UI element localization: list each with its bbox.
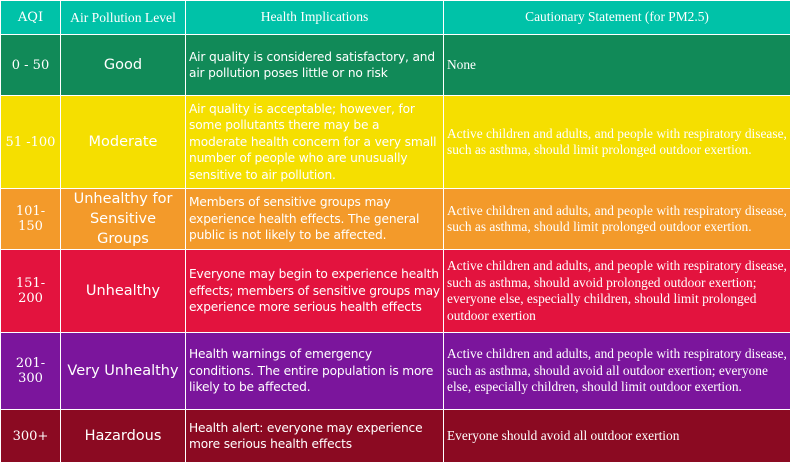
pollution-level: Hazardous xyxy=(61,410,186,463)
header-health: Health Implications xyxy=(186,1,444,35)
health-implication: Everyone may begin to experience health effects; members of sensitive groups may experience more serious health effects xyxy=(186,250,444,333)
cautionary-statement: Everyone should avoid all outdoor exertion xyxy=(444,410,791,463)
cautionary-statement: Active children and adults, and people with respiratory disease, such as asthma, should limit prolonged outdoor exertion. xyxy=(444,96,791,189)
header-caution: Cautionary Statement (for PM2.5) xyxy=(444,1,791,35)
table-row-moderate xyxy=(1,96,791,189)
pollution-level: Moderate xyxy=(61,96,186,189)
aqi-range: 201-300 xyxy=(1,333,61,410)
table-row-unhealthy-sensitive xyxy=(1,189,791,250)
aqi-range: 51 -100 xyxy=(1,96,61,189)
health-implication: Health alert: everyone may experience more serious health effects xyxy=(186,410,444,463)
health-implication: Members of sensitive groups may experience health effects. The general public is not likely to be affected. xyxy=(186,189,444,250)
header-row xyxy=(1,1,791,35)
table-body xyxy=(1,35,791,463)
table-row-very-unhealthy xyxy=(1,333,791,410)
pollution-level: Unhealthy xyxy=(61,250,186,333)
table-row-unhealthy xyxy=(1,250,791,333)
pollution-level: Unhealthy for Sensitive Groups xyxy=(61,189,186,250)
aqi-range: 0 - 50 xyxy=(1,35,61,96)
aqi-range: 300+ xyxy=(1,410,61,463)
cautionary-statement: Active children and adults, and people with respiratory disease, such as asthma, should avoid prolonged outdoor exertion; everyone else, especially children, should limit prolonged outdoor exertion xyxy=(444,250,791,333)
pollution-level: Good xyxy=(61,35,186,96)
cautionary-statement: Active children and adults, and people with respiratory disease, such as asthma, should avoid all outdoor exertion; everyone else, especially children, should limit outdoor exertion. xyxy=(444,333,791,410)
aqi-range: 101-150 xyxy=(1,189,61,250)
health-implication: Air quality is considered satisfactory, and air pollution poses little or no risk xyxy=(186,35,444,96)
table-row-hazardous xyxy=(1,410,791,463)
cautionary-statement: None xyxy=(444,35,791,96)
aqi-range: 151-200 xyxy=(1,250,61,333)
pollution-level: Very Unhealthy xyxy=(61,333,186,410)
table-header xyxy=(1,1,791,35)
health-implication: Health warnings of emergency conditions. The entire population is more likely to be affected. xyxy=(186,333,444,410)
table-row-good xyxy=(1,35,791,96)
cautionary-statement: Active children and adults, and people with respiratory disease, such as asthma, should limit prolonged outdoor exertion. xyxy=(444,189,791,250)
header-level: Air Pollution Level xyxy=(61,1,186,35)
header-aqi: AQI xyxy=(1,1,61,35)
health-implication: Air quality is acceptable; however, for some pollutants there may be a moderate health concern for a very small number of people who are unusually sensitive to air pollution. xyxy=(186,96,444,189)
